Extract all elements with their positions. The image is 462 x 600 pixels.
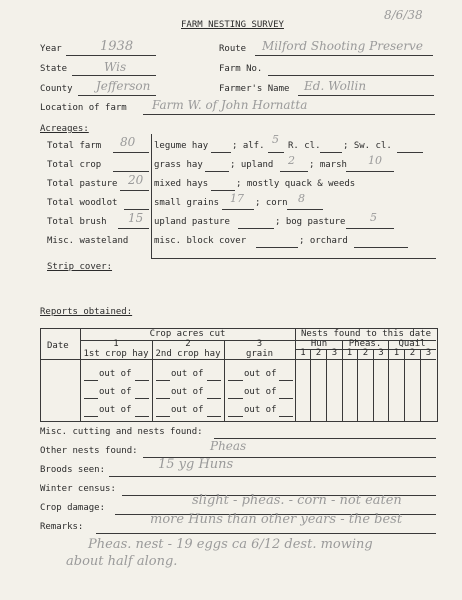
farmer-name-line xyxy=(298,95,434,96)
crop-col1-num: 1 xyxy=(113,339,119,349)
upland-value: 2 xyxy=(288,154,295,167)
year-line xyxy=(66,55,156,56)
sweet-clover-line xyxy=(397,152,423,153)
survey-date-handwritten: 8/6/38 xyxy=(384,8,423,22)
out-of-blank xyxy=(279,398,293,399)
out-of-label: out of xyxy=(244,387,277,397)
route-label: Route xyxy=(219,44,247,54)
misc-block-cover-line xyxy=(256,247,298,248)
species-pheas: Pheas. xyxy=(348,339,382,349)
bog-pasture-value: 5 xyxy=(370,211,377,224)
winter-census-label: Winter census: xyxy=(40,484,116,494)
out-of-blank xyxy=(84,416,98,417)
out-of-blank xyxy=(135,380,149,381)
total-crop-line xyxy=(113,171,149,172)
location-value: Farm W. of John Hornatta xyxy=(152,98,308,112)
orchard-label: ; orchard xyxy=(299,236,348,246)
misc-block-cover-label: misc. block cover xyxy=(154,236,247,246)
broods-line xyxy=(109,476,436,477)
county-line xyxy=(78,95,156,96)
grass-hay-line xyxy=(205,171,229,172)
upland-line xyxy=(280,171,308,172)
out-of-blank xyxy=(135,398,149,399)
out-of-blank xyxy=(207,380,221,381)
out-of-label: out of xyxy=(99,405,132,415)
small-grains-line xyxy=(222,209,254,210)
marsh-label: ; marsh xyxy=(309,160,347,170)
total-brush-value: 15 xyxy=(128,211,144,225)
upland-pasture-line xyxy=(238,228,274,229)
sub-num: 3 xyxy=(331,348,338,358)
sub-num: 3 xyxy=(425,348,432,358)
out-of-blank xyxy=(135,416,149,417)
bog-pasture-label: ; bog pasture xyxy=(275,217,346,227)
upland-pasture-label: upland pasture xyxy=(154,217,230,227)
county-value: Jefferson xyxy=(96,79,151,93)
acreage-bottom-rule xyxy=(151,258,436,259)
alf-value: 5 xyxy=(272,133,279,146)
remarks-note-line-2: about half along. xyxy=(66,554,178,569)
legume-hay-line xyxy=(211,152,231,153)
out-of-label: out of xyxy=(171,387,204,397)
quack-weeds-label: ; mostly quack & weeds xyxy=(236,179,356,189)
sub-num: 1 xyxy=(346,348,353,358)
corn-value: 8 xyxy=(298,192,305,205)
farmer-name-value: Ed. Wollin xyxy=(304,79,367,93)
total-pasture-label: Total pasture xyxy=(47,179,118,189)
red-clover-label: R. cl. xyxy=(288,141,321,151)
sub-num: 2 xyxy=(315,348,322,358)
red-clover-line xyxy=(320,152,342,153)
farmer-name-label: Farmer's Name xyxy=(219,84,290,94)
farm-no-line xyxy=(268,75,434,76)
out-of-blank xyxy=(84,398,98,399)
remarks-note-line-1: Pheas. nest - 19 eggs ca 6/12 dest. mowing xyxy=(88,537,373,552)
out-of-blank xyxy=(156,380,170,381)
route-line xyxy=(255,55,433,56)
mixed-hays-line xyxy=(211,190,235,191)
strip-cover-label: Strip cover: xyxy=(47,262,113,272)
page-title: FARM NESTING SURVEY xyxy=(181,20,284,30)
sub-num: 2 xyxy=(409,348,416,358)
out-of-blank xyxy=(207,416,221,417)
out-of-blank xyxy=(156,398,170,399)
broods-value: 15 yg Huns xyxy=(158,457,234,472)
total-crop-label: Total crop xyxy=(47,160,102,170)
out-of-label: out of xyxy=(244,405,277,415)
marsh-value: 10 xyxy=(368,154,382,167)
out-of-label: out of xyxy=(99,387,132,397)
misc-cutting-label: Misc. cutting and nests found: xyxy=(40,427,203,437)
out-of-blank xyxy=(228,398,243,399)
out-of-blank xyxy=(279,416,293,417)
farm-no-label: Farm No. xyxy=(219,64,263,74)
species-quail: Quail xyxy=(398,339,426,349)
sub-num: 1 xyxy=(300,348,306,358)
corn-line xyxy=(287,209,323,210)
alf-label: ; alf. xyxy=(232,141,265,151)
reports-heading: Reports obtained: xyxy=(40,307,133,317)
out-of-blank xyxy=(228,380,243,381)
sub-num: 2 xyxy=(362,348,369,358)
bog-pasture-line xyxy=(346,228,394,229)
county-label: County xyxy=(40,84,73,94)
year-label: Year xyxy=(40,44,62,54)
remarks-line xyxy=(96,533,436,534)
location-line xyxy=(143,114,435,115)
crop-acres-header: Crop acres cut xyxy=(149,329,226,339)
crop-col3-label: grain xyxy=(245,349,274,359)
small-grains-value: 17 xyxy=(230,192,244,205)
out-of-label: out of xyxy=(99,369,132,379)
out-of-label: out of xyxy=(244,369,277,379)
route-value: Milford Shooting Preserve xyxy=(262,39,423,53)
small-grains-label: small grains xyxy=(154,198,220,208)
out-of-blank xyxy=(84,380,98,381)
acreage-divider xyxy=(151,134,152,258)
total-farm-value: 80 xyxy=(120,135,136,149)
corn-label: ; corn xyxy=(255,198,288,208)
crop-col1-label: 1st crop hay xyxy=(83,349,149,359)
misc-wasteland-label: Misc. wasteland xyxy=(47,236,129,246)
total-brush-label: Total brush xyxy=(47,217,107,227)
orchard-line xyxy=(354,247,408,248)
out-of-blank xyxy=(228,416,243,417)
legume-hay-label: legume hay xyxy=(154,141,209,151)
state-label: State xyxy=(40,64,68,74)
nests-found-header: Nests found to this date xyxy=(300,329,432,339)
sweet-clover-label: ; Sw. cl. xyxy=(343,141,392,151)
total-brush-line xyxy=(118,228,149,229)
state-line xyxy=(72,75,156,76)
species-hun: Hun xyxy=(310,339,328,349)
crop-col2-label: 2nd crop hay xyxy=(155,349,221,359)
other-nests-label: Other nests found: xyxy=(40,446,138,456)
crop-damage-label: Crop damage: xyxy=(40,503,106,513)
crop-col2-num: 2 xyxy=(185,339,191,349)
total-woodlot-line xyxy=(124,209,149,210)
crop-damage-value: slight - pheas. - corn - not eaten xyxy=(192,493,402,508)
remarks-label: Remarks: xyxy=(40,522,84,532)
grass-hay-label: grass hay xyxy=(154,160,203,170)
out-of-label: out of xyxy=(171,369,204,379)
sub-num: 3 xyxy=(378,348,384,358)
date-header: Date xyxy=(47,341,69,351)
misc-cutting-line xyxy=(214,438,436,439)
crop-col3-num: 3 xyxy=(256,339,263,349)
other-nests-value: Pheas xyxy=(210,439,247,453)
upland-label: ; upland xyxy=(230,160,274,170)
out-of-blank xyxy=(279,380,293,381)
broods-label: Broods seen: xyxy=(40,465,106,475)
mixed-hays-label: mixed hays xyxy=(154,179,209,189)
acreages-heading: Acreages: xyxy=(40,124,89,134)
sub-num: 1 xyxy=(393,348,400,358)
alf-line xyxy=(268,152,284,153)
total-farm-line xyxy=(113,152,149,153)
out-of-blank xyxy=(207,398,221,399)
year-value: 1938 xyxy=(100,39,134,54)
out-of-label: out of xyxy=(171,405,204,415)
state-value: Wis xyxy=(104,60,127,74)
total-pasture-value: 20 xyxy=(128,173,144,187)
location-label: Location of farm xyxy=(40,103,127,113)
out-of-blank xyxy=(156,416,170,417)
marsh-line xyxy=(346,171,394,172)
total-farm-label: Total farm xyxy=(47,141,102,151)
total-pasture-line xyxy=(120,190,149,191)
total-woodlot-label: Total woodlot xyxy=(47,198,118,208)
remarks-value: more Huns than other years - the best xyxy=(150,512,403,527)
